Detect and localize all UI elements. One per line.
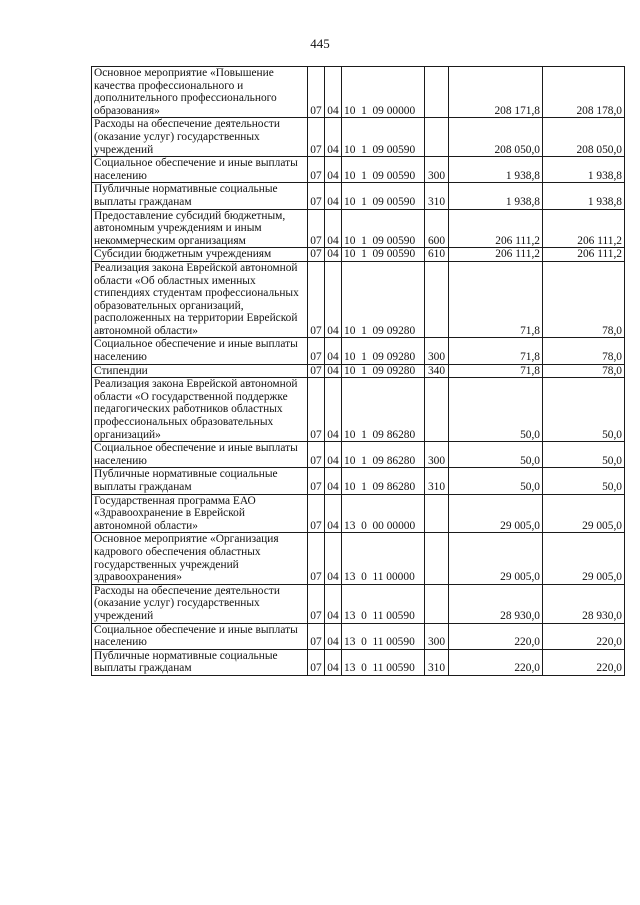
table-row	[92, 157, 625, 183]
page-number: 445	[310, 36, 330, 51]
row-vr-cell: 300	[425, 442, 449, 468]
row-sum-2024-cell: 50,0	[449, 442, 543, 468]
row-sum-2024-cell: 29 005,0	[449, 494, 543, 533]
row-sum-2024-cell: 208 171,8	[449, 67, 543, 118]
row-pr-cell: 04	[325, 623, 342, 649]
row-csr-cell: 10 1 09 09280	[342, 261, 425, 338]
row-vr-cell: 310	[425, 468, 449, 494]
row-rz-cell: 07	[308, 468, 325, 494]
row-pr-cell: 04	[325, 183, 342, 209]
row-sum-2025-cell: 78,0	[543, 261, 625, 338]
row-sum-2024-cell: 208 050,0	[449, 118, 543, 157]
row-vr-cell: 610	[425, 248, 449, 262]
table-row	[92, 364, 625, 378]
row-name-cell: Расходы на обеспечение деятельности (оказание услуг) государственных учреждений	[92, 584, 308, 623]
table-row	[92, 183, 625, 209]
table-row	[92, 649, 625, 675]
row-rz-cell: 07	[308, 584, 325, 623]
table-row	[92, 494, 625, 533]
row-csr-cell: 10 1 09 09280	[342, 364, 425, 378]
row-vr-cell	[425, 533, 449, 584]
row-sum-2025-cell: 208 178,0	[543, 67, 625, 118]
row-vr-cell	[425, 67, 449, 118]
row-pr-cell: 04	[325, 67, 342, 118]
row-pr-cell: 04	[325, 338, 342, 364]
row-csr-cell: 13 0 11 00000	[342, 533, 425, 584]
row-sum-2024-cell: 71,8	[449, 261, 543, 338]
row-vr-cell	[425, 261, 449, 338]
row-name-cell: Публичные нормативные социальные выплаты гражданам	[92, 649, 308, 675]
row-name-cell: Реализация закона Еврейской автономной области «О государственной поддержке педагогических работников областных профессиональных образовательных организаций»	[92, 378, 308, 442]
row-name-cell: Расходы на обеспечение деятельности (оказание услуг) государственных учреждений	[92, 118, 308, 157]
row-vr-cell	[425, 378, 449, 442]
row-sum-2024-cell: 1 938,8	[449, 183, 543, 209]
row-pr-cell: 04	[325, 118, 342, 157]
row-csr-cell: 10 1 09 00590	[342, 183, 425, 209]
row-csr-cell: 10 1 09 86280	[342, 442, 425, 468]
row-rz-cell: 07	[308, 364, 325, 378]
table-row	[92, 468, 625, 494]
row-rz-cell: 07	[308, 183, 325, 209]
row-pr-cell: 04	[325, 209, 342, 248]
row-rz-cell: 07	[308, 157, 325, 183]
row-name-cell: Социальное обеспечение и иные выплаты населению	[92, 442, 308, 468]
row-name-cell: Предоставление субсидий бюджетным, автономным учреждениям и иным некоммерческим организациям	[92, 209, 308, 248]
row-csr-cell: 13 0 00 00000	[342, 494, 425, 533]
row-csr-cell: 13 0 11 00590	[342, 584, 425, 623]
table-row	[92, 584, 625, 623]
row-pr-cell: 04	[325, 157, 342, 183]
row-vr-cell	[425, 494, 449, 533]
table-row	[92, 118, 625, 157]
row-csr-cell: 10 1 09 00590	[342, 248, 425, 262]
row-sum-2025-cell: 78,0	[543, 338, 625, 364]
row-sum-2024-cell: 29 005,0	[449, 533, 543, 584]
row-csr-cell: 10 1 09 86280	[342, 468, 425, 494]
row-pr-cell: 04	[325, 364, 342, 378]
row-sum-2024-cell: 28 930,0	[449, 584, 543, 623]
row-rz-cell: 07	[308, 118, 325, 157]
row-pr-cell: 04	[325, 494, 342, 533]
row-pr-cell: 04	[325, 442, 342, 468]
row-name-cell: Социальное обеспечение и иные выплаты населению	[92, 623, 308, 649]
row-csr-cell: 10 1 09 09280	[342, 338, 425, 364]
row-rz-cell: 07	[308, 623, 325, 649]
row-pr-cell: 04	[325, 649, 342, 675]
row-name-cell: Публичные нормативные социальные выплаты гражданам	[92, 468, 308, 494]
row-pr-cell: 04	[325, 378, 342, 442]
row-sum-2025-cell: 206 111,2	[543, 248, 625, 262]
row-name-cell: Субсидии бюджетным учреждениям	[92, 248, 308, 262]
row-name-cell: Реализация закона Еврейской автономной области «Об областных именных стипендиях студентам профессиональных образовательных организаций, расположенных на территории Еврейской автономной области»	[92, 261, 308, 338]
row-csr-cell: 10 1 09 00590	[342, 157, 425, 183]
row-rz-cell: 07	[308, 261, 325, 338]
row-sum-2024-cell: 206 111,2	[449, 209, 543, 248]
row-sum-2024-cell: 206 111,2	[449, 248, 543, 262]
row-sum-2025-cell: 220,0	[543, 649, 625, 675]
budget-table	[91, 66, 625, 676]
table-row	[92, 209, 625, 248]
row-csr-cell: 10 1 09 86280	[342, 378, 425, 442]
table-row	[92, 623, 625, 649]
row-csr-cell: 13 0 11 00590	[342, 623, 425, 649]
row-name-cell: Стипендии	[92, 364, 308, 378]
row-name-cell: Основное мероприятие «Повышение качества профессионального и дополнительного профессионального образования»	[92, 67, 308, 118]
row-vr-cell: 310	[425, 183, 449, 209]
row-rz-cell: 07	[308, 442, 325, 468]
row-rz-cell: 07	[308, 494, 325, 533]
row-rz-cell: 07	[308, 209, 325, 248]
row-sum-2024-cell: 71,8	[449, 364, 543, 378]
row-sum-2025-cell: 1 938,8	[543, 183, 625, 209]
row-pr-cell: 04	[325, 248, 342, 262]
row-vr-cell: 300	[425, 623, 449, 649]
row-sum-2024-cell: 50,0	[449, 468, 543, 494]
row-sum-2025-cell: 29 005,0	[543, 533, 625, 584]
row-sum-2025-cell: 208 050,0	[543, 118, 625, 157]
row-sum-2024-cell: 220,0	[449, 623, 543, 649]
row-pr-cell: 04	[325, 261, 342, 338]
row-name-cell: Основное мероприятие «Организация кадрового обеспечения областных государственных учреждений здравоохранения»	[92, 533, 308, 584]
row-sum-2025-cell: 1 938,8	[543, 157, 625, 183]
row-pr-cell: 04	[325, 584, 342, 623]
table-row	[92, 261, 625, 338]
row-sum-2025-cell: 50,0	[543, 378, 625, 442]
row-csr-cell: 10 1 09 00000	[342, 67, 425, 118]
row-sum-2025-cell: 78,0	[543, 364, 625, 378]
row-sum-2024-cell: 220,0	[449, 649, 543, 675]
row-rz-cell: 07	[308, 378, 325, 442]
row-vr-cell: 310	[425, 649, 449, 675]
row-rz-cell: 07	[308, 533, 325, 584]
row-pr-cell: 04	[325, 533, 342, 584]
row-name-cell: Социальное обеспечение и иные выплаты населению	[92, 338, 308, 364]
row-vr-cell	[425, 118, 449, 157]
row-vr-cell: 300	[425, 157, 449, 183]
row-sum-2024-cell: 50,0	[449, 378, 543, 442]
table-row	[92, 67, 625, 118]
row-csr-cell: 13 0 11 00590	[342, 649, 425, 675]
row-vr-cell: 600	[425, 209, 449, 248]
row-vr-cell: 340	[425, 364, 449, 378]
row-csr-cell: 10 1 09 00590	[342, 209, 425, 248]
row-sum-2025-cell: 29 005,0	[543, 494, 625, 533]
row-name-cell: Социальное обеспечение и иные выплаты населению	[92, 157, 308, 183]
row-sum-2025-cell: 28 930,0	[543, 584, 625, 623]
row-sum-2025-cell: 220,0	[543, 623, 625, 649]
table-row	[92, 442, 625, 468]
table-row	[92, 248, 625, 262]
row-sum-2024-cell: 1 938,8	[449, 157, 543, 183]
row-csr-cell: 10 1 09 00590	[342, 118, 425, 157]
row-sum-2024-cell: 71,8	[449, 338, 543, 364]
row-name-cell: Государственная программа ЕАО «Здравоохранение в Еврейской автономной области»	[92, 494, 308, 533]
row-sum-2025-cell: 50,0	[543, 468, 625, 494]
row-vr-cell	[425, 584, 449, 623]
row-rz-cell: 07	[308, 338, 325, 364]
budget-table-body	[92, 67, 625, 676]
row-name-cell: Публичные нормативные социальные выплаты гражданам	[92, 183, 308, 209]
table-row	[92, 533, 625, 584]
row-rz-cell: 07	[308, 248, 325, 262]
row-sum-2025-cell: 50,0	[543, 442, 625, 468]
table-row	[92, 378, 625, 442]
row-sum-2025-cell: 206 111,2	[543, 209, 625, 248]
row-pr-cell: 04	[325, 468, 342, 494]
table-row	[92, 338, 625, 364]
row-rz-cell: 07	[308, 67, 325, 118]
row-rz-cell: 07	[308, 649, 325, 675]
row-vr-cell: 300	[425, 338, 449, 364]
